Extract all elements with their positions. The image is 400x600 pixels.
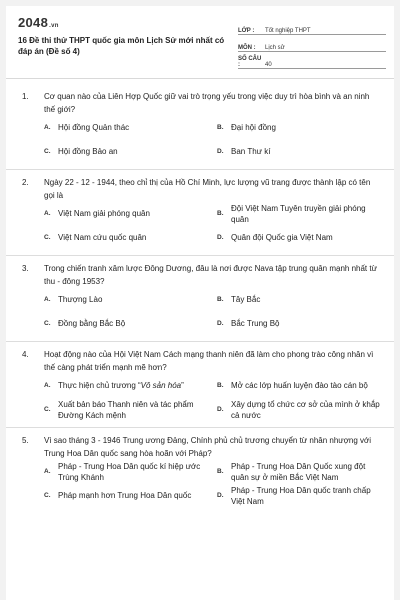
option-letter: B. bbox=[217, 296, 224, 304]
question-4 bbox=[6, 342, 394, 428]
logo-suffix: .vn bbox=[49, 23, 59, 29]
option-letter: A. bbox=[44, 468, 51, 476]
question-list bbox=[6, 84, 394, 513]
exam-page bbox=[6, 6, 394, 600]
option-text: Hội đồng Quản thác bbox=[58, 123, 130, 133]
class-value: Tốt nghiệp THPT bbox=[265, 28, 311, 34]
option-text-post: ” bbox=[181, 381, 184, 391]
option-text: Đại hội đồng bbox=[231, 123, 276, 133]
option-a[interactable] bbox=[44, 374, 209, 398]
option-text: Xây dựng tổ chức cơ sở của mình ở khắp cả nước bbox=[231, 399, 380, 420]
option-letter: C. bbox=[44, 320, 51, 328]
option-d[interactable] bbox=[217, 312, 382, 336]
option-text: Hội đồng Bảo an bbox=[58, 147, 118, 157]
option-text: Pháp - Trung Hoa Dân quốc kí hiệp ước Trùng Khánh bbox=[58, 461, 201, 482]
question-text: Ngày 22 - 12 - 1944, theo chỉ thị của Hồ Chí Minh, lực lượng vũ trang được thành lập có tên gọi là bbox=[44, 178, 371, 200]
subject-value: Lịch sử bbox=[265, 45, 285, 51]
question-3 bbox=[6, 256, 394, 342]
option-text: Pháp - Trung Hoa Dân quốc tranh chấp Việt Nam bbox=[231, 485, 371, 506]
option-d[interactable] bbox=[217, 226, 382, 250]
question-number: 3. bbox=[22, 264, 29, 273]
option-letter: B. bbox=[217, 124, 224, 132]
question-number: 4. bbox=[22, 350, 29, 359]
option-b[interactable] bbox=[217, 288, 382, 312]
answer-options bbox=[18, 374, 382, 427]
option-c[interactable] bbox=[44, 312, 209, 336]
option-letter: D. bbox=[217, 148, 224, 156]
option-b[interactable] bbox=[217, 460, 382, 484]
option-d[interactable] bbox=[217, 398, 382, 422]
option-text: Thượng Lào bbox=[58, 295, 103, 305]
option-letter: B. bbox=[217, 210, 224, 218]
question-number: 1. bbox=[22, 92, 29, 101]
option-c[interactable] bbox=[44, 484, 209, 508]
option-letter: C. bbox=[44, 234, 51, 242]
question-5 bbox=[6, 428, 394, 513]
logo-main: 2048 bbox=[18, 15, 49, 30]
option-letter: A. bbox=[44, 382, 51, 390]
question-number: 2. bbox=[22, 178, 29, 187]
option-text: Quân đội Quốc gia Việt Nam bbox=[231, 233, 333, 243]
option-letter: A. bbox=[44, 210, 51, 218]
question-text: Hoạt động nào của Hội Việt Nam Cách mạng thanh niên đã làm cho phong trào công nhân vì thế càng phát triển mạnh mẽ hơn? bbox=[44, 350, 374, 372]
option-text: Ban Thư kí bbox=[231, 147, 271, 157]
option-letter: B. bbox=[217, 468, 224, 476]
option-a[interactable] bbox=[44, 116, 209, 140]
option-c[interactable] bbox=[44, 398, 209, 422]
option-d[interactable] bbox=[217, 484, 382, 508]
question-2 bbox=[6, 170, 394, 256]
option-letter: D. bbox=[217, 492, 224, 500]
site-logo[interactable] bbox=[18, 15, 59, 30]
option-b[interactable] bbox=[217, 116, 382, 140]
header bbox=[6, 6, 394, 76]
option-text: Pháp - Trung Hoa Dân Quốc xung đột quân sự ở miền Bắc Việt Nam bbox=[231, 461, 366, 482]
option-letter: D. bbox=[217, 406, 224, 414]
option-a[interactable] bbox=[44, 288, 209, 312]
question-text: Cơ quan nào của Liên Hợp Quốc giữ vai trò trọng yếu trong việc duy trì hòa bình và an ninh thế giới? bbox=[44, 92, 370, 114]
class-label: LỚP : bbox=[238, 28, 255, 34]
option-text: Xuất bản báo Thanh niên và tác phẩm Đường Kách mệnh bbox=[58, 399, 194, 420]
option-b[interactable] bbox=[217, 202, 382, 226]
document-title: 16 Đề thi thử THPT quốc gia môn Lịch Sử mới nhất có đáp án (Đề số 4) bbox=[18, 36, 225, 56]
answer-options bbox=[18, 202, 382, 255]
option-text-pre: Thực hiện chủ trương “ bbox=[58, 381, 141, 391]
option-letter: C. bbox=[44, 148, 51, 156]
option-text: Đội Việt Nam Tuyên truyền giải phóng quân bbox=[231, 203, 366, 224]
option-letter: D. bbox=[217, 320, 224, 328]
option-text: Pháp mạnh hơn Trung Hoa Dân quốc bbox=[58, 491, 192, 501]
question-text: Vì sao tháng 3 - 1946 Trung ương Đảng, Chính phủ chủ trương chuyển từ nhân nhượng với Trung Hoa Dân quốc sang hòa hoãn với Pháp? bbox=[44, 436, 372, 458]
question-number: 5. bbox=[22, 436, 29, 445]
option-c[interactable] bbox=[44, 140, 209, 164]
option-a[interactable] bbox=[44, 460, 209, 484]
option-text-emphasis: Vô sản hóa bbox=[140, 381, 182, 391]
header-divider bbox=[6, 78, 394, 79]
option-letter: D. bbox=[217, 234, 224, 242]
option-a[interactable] bbox=[44, 202, 209, 226]
answer-options bbox=[18, 460, 382, 513]
option-letter: A. bbox=[44, 124, 51, 132]
question-count-value: 40 bbox=[265, 62, 272, 68]
exam-meta bbox=[238, 18, 386, 69]
option-c[interactable] bbox=[44, 226, 209, 250]
subject-label: MÔN : bbox=[238, 45, 256, 51]
option-text: Việt Nam giải phóng quân bbox=[58, 209, 150, 219]
option-text bbox=[58, 380, 184, 392]
option-text: Việt Nam cứu quốc quân bbox=[58, 233, 147, 243]
meta-row-subject bbox=[238, 35, 386, 52]
answer-options bbox=[18, 288, 382, 341]
option-letter: C. bbox=[44, 406, 51, 414]
option-letter: B. bbox=[217, 382, 224, 390]
option-b[interactable] bbox=[217, 374, 382, 398]
meta-row-question-count bbox=[238, 52, 386, 69]
option-text: Mở các lớp huấn luyện đào tào cán bộ bbox=[231, 381, 368, 391]
option-letter: C. bbox=[44, 492, 51, 500]
option-d[interactable] bbox=[217, 140, 382, 164]
option-letter: A. bbox=[44, 296, 51, 304]
meta-row-class bbox=[238, 18, 386, 35]
option-text: Đồng bằng Bắc Bộ bbox=[58, 319, 126, 329]
question-1 bbox=[6, 84, 394, 170]
question-count-label: SỐ CÂU : bbox=[238, 56, 262, 68]
question-text: Trong chiến tranh xâm lược Đông Dương, đâu là nơi được Nava tập trung quân mạnh nhất từ thu - đông 1953? bbox=[44, 264, 377, 286]
option-text: Tây Bắc bbox=[231, 295, 261, 305]
answer-options bbox=[18, 116, 382, 169]
option-text: Bắc Trung Bộ bbox=[231, 319, 280, 329]
